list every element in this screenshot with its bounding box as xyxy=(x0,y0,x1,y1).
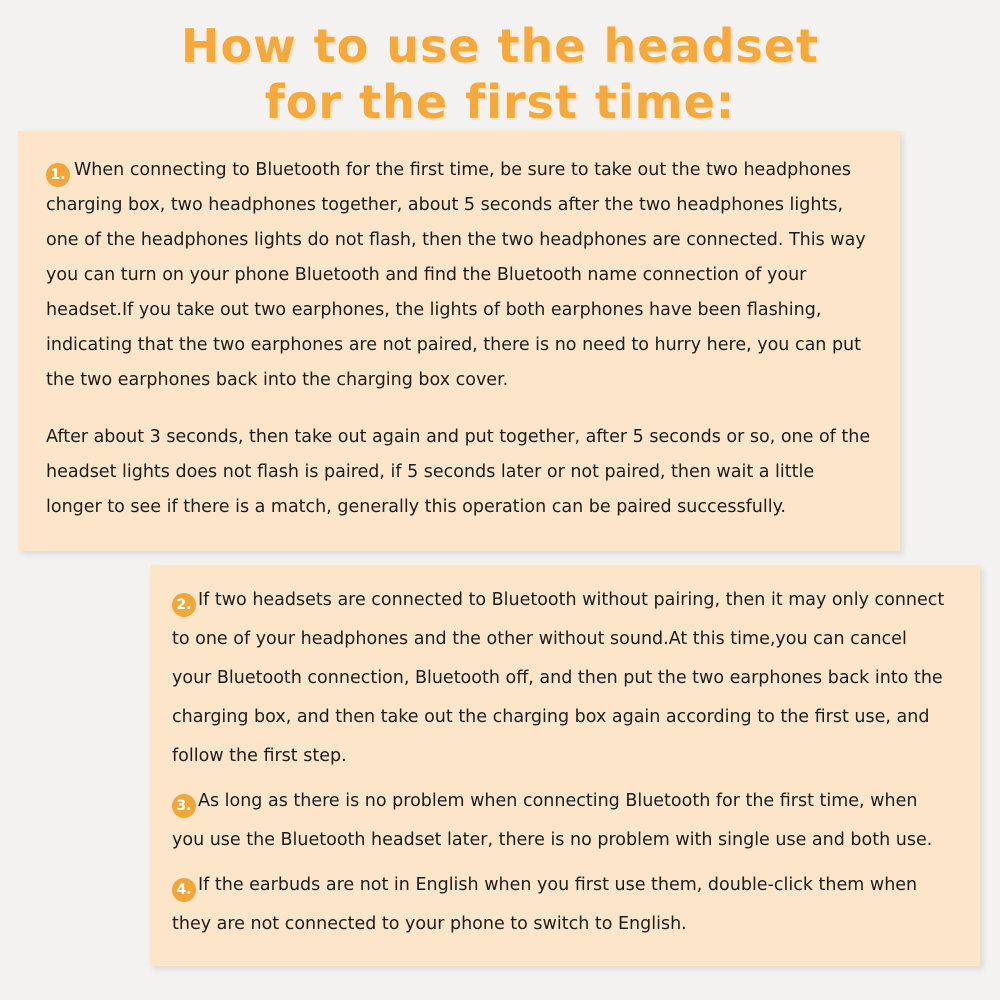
instruction-text: When connecting to Bluetooth for the first time, be sure to take out the two headphones charging box, two headphones together, about 5 seconds after the two headphones lights, one of the headphones lights do not flash, then the two headphones are connected. This way you can turn on your phone Bluetooth and find the Bluetooth name connection of your headset.If you take out two earphones, the lights of both earphones have been flashing, indicating that the two earphones are not paired, there is no need to hurry here, you can put the two earphones back into the charging box cover. xyxy=(46,160,866,390)
page-title xyxy=(0,0,1000,130)
step-number-badge: 2. xyxy=(172,593,196,617)
instruction-panel-second xyxy=(150,565,980,966)
instruction-item xyxy=(46,153,872,398)
step-number-badge: 4. xyxy=(172,878,196,902)
instruction-panel-first xyxy=(18,131,900,551)
instruction-item xyxy=(172,782,950,860)
title-line-2: for the first time: xyxy=(264,75,736,130)
instruction-text: If the earbuds are not in English when you first use them, double-click them when they are not connected to your phone to switch to English. xyxy=(172,875,918,934)
instruction-item xyxy=(172,581,950,776)
step-number-badge: 3. xyxy=(172,794,196,818)
instruction-paragraph: After about 3 seconds, then take out again and put together, after 5 seconds or so, one of the headset lights does not flash is paired, if 5 seconds later or not paired, then wait a little longer to see if there is a match, generally this operation can be paired successfully. xyxy=(46,427,871,517)
instruction-item xyxy=(172,866,950,944)
step-number-badge: 1. xyxy=(46,163,70,187)
instruction-text: If two headsets are connected to Bluetooth without pairing, then it may only connect to one of your headphones and the other without sound.At this time,you can cancel your Bluetooth connection, Bluetooth off, and then put the two earphones back into the charging box, and then take out the charging box again according to the first use, and follow the first step. xyxy=(172,590,945,766)
instruction-text: As long as there is no problem when connecting Bluetooth for the first time, when you use the Bluetooth headset later, there is no problem with single use and both use. xyxy=(172,791,933,850)
title-line-1: How to use the headset xyxy=(181,19,819,73)
